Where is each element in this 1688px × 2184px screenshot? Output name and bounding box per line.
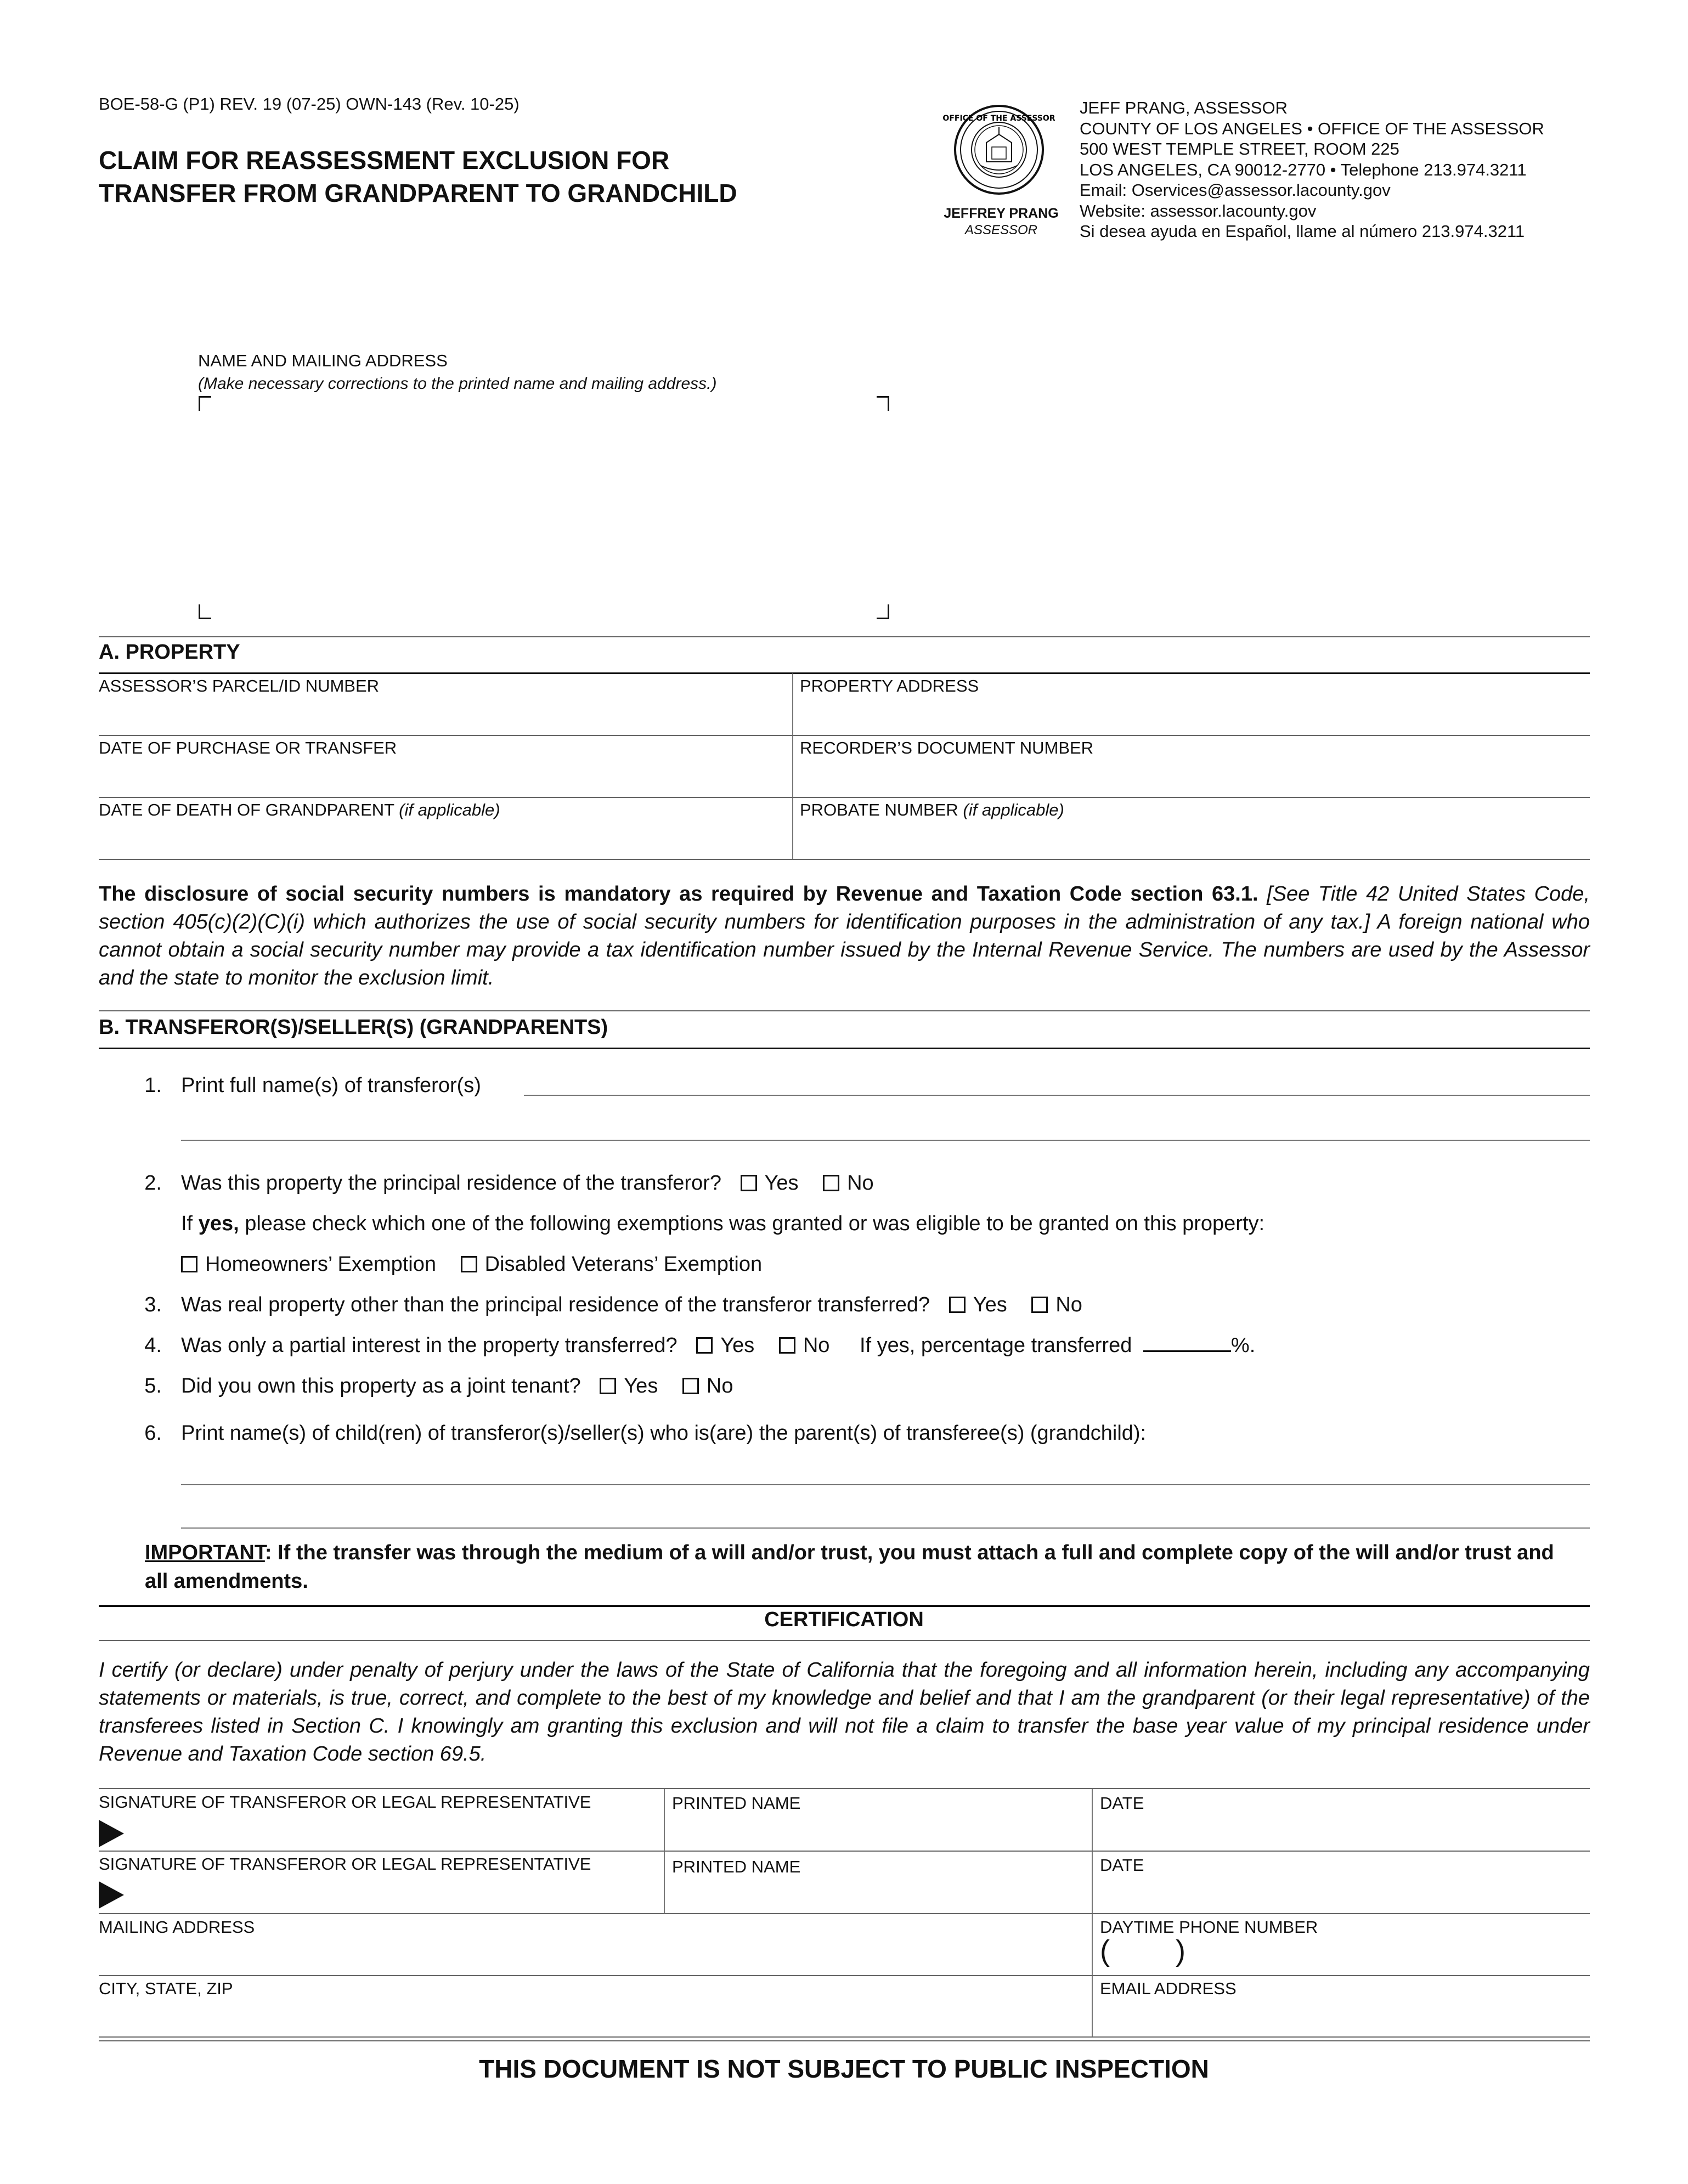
divider: [99, 1048, 1590, 1049]
q1-line[interactable]: [524, 1095, 1590, 1096]
date-label-2: DATE: [1100, 1855, 1144, 1875]
q2-no-checkbox[interactable]: [823, 1175, 839, 1191]
email-label: EMAIL ADDRESS: [1100, 1979, 1237, 1998]
property-address-label: PROPERTY ADDRESS: [800, 676, 979, 695]
ssn-disclosure: [99, 880, 1590, 992]
q1-label: Print full name(s) of transferor(s): [181, 1074, 481, 1097]
crop-mark: [877, 604, 889, 619]
mailing-title: NAME AND MAILING ADDRESS: [198, 351, 448, 370]
divider: [99, 1851, 1590, 1852]
q4-row: [181, 1334, 1255, 1357]
q3-row: [181, 1293, 1082, 1317]
mailing-address-field[interactable]: [99, 1939, 1086, 1972]
important-note: [145, 1538, 1571, 1595]
q4-percent-field[interactable]: [1143, 1334, 1231, 1352]
no-label: No: [1055, 1293, 1082, 1316]
q2-followup-rest: please check which one of the following exemptions was granted or was eligible to be granted on this property:: [245, 1212, 1265, 1235]
q4-no-checkbox[interactable]: [779, 1337, 795, 1354]
yes-label: Yes: [720, 1334, 755, 1357]
yes-label: Yes: [973, 1293, 1007, 1316]
assessor-line: COUNTY OF LOS ANGELES • OFFICE OF THE ASSESSOR: [1080, 118, 1544, 138]
divider: [99, 1640, 1590, 1641]
signature-label-1: SIGNATURE OF TRANSFEROR OR LEGAL REPRESENTATIVE: [99, 1792, 591, 1812]
section-a-heading: A. PROPERTY: [99, 641, 240, 664]
crop-mark: [199, 604, 211, 619]
veterans-checkbox[interactable]: [461, 1256, 477, 1272]
q2-number: 2.: [144, 1172, 162, 1195]
purchase-date-label: DATE OF PURCHASE OR TRANSFER: [99, 738, 397, 757]
q4-percent-label: If yes, percentage transferred: [859, 1334, 1132, 1357]
homeowners-checkbox[interactable]: [181, 1256, 197, 1272]
column-divider: [792, 674, 793, 859]
disclosure-bold: The disclosure of social security numbers is mandatory as required by Revenue and Taxation Code section 63.1.: [99, 882, 1258, 906]
q5-row: [181, 1374, 733, 1398]
no-label: No: [706, 1374, 733, 1397]
q4-label: Was only a partial interest in the property transferred?: [181, 1334, 678, 1357]
q3-yes-checkbox[interactable]: [949, 1297, 966, 1313]
mailing-address-area[interactable]: [210, 409, 877, 604]
email-field[interactable]: [1100, 2001, 1585, 2034]
parcel-label: ASSESSOR’S PARCEL/ID NUMBER: [99, 676, 380, 695]
divider: [99, 1913, 1590, 1914]
no-label: No: [803, 1334, 830, 1357]
q4-number: 4.: [144, 1334, 162, 1357]
assessor-line: LOS ANGELES, CA 90012-2770 • Telephone 213.974.3211: [1080, 160, 1527, 179]
recorder-doc-label: RECORDER’S DOCUMENT NUMBER: [800, 738, 1094, 757]
important-text: : If the transfer was through the medium of a will and/or trust, you must attach a full and complete copy of the will and/or trust and all amendments.: [145, 1541, 1554, 1593]
q5-no-checkbox[interactable]: [682, 1378, 699, 1394]
q2-label: Was this property the principal residence of the transferor?: [181, 1172, 721, 1195]
q6-line-2[interactable]: [181, 1527, 1590, 1529]
assessor-line: 500 WEST TEMPLE STREET, ROOM 225: [1080, 139, 1399, 159]
parcel-field[interactable]: [99, 698, 784, 734]
assessor-line: JEFF PRANG, ASSESSOR: [1080, 98, 1288, 117]
date-field-2[interactable]: [1100, 1877, 1585, 1910]
signature-label-2: SIGNATURE OF TRANSFEROR OR LEGAL REPRESENTATIVE: [99, 1854, 591, 1874]
divider: [99, 1605, 1590, 1607]
date-field-1[interactable]: [1100, 1815, 1585, 1848]
yes-label: Yes: [624, 1374, 658, 1397]
assessor-seal-icon: [942, 104, 1055, 195]
divider: [99, 2036, 1590, 2041]
divider: [99, 735, 1590, 736]
sign-here-arrow-icon: [99, 1881, 124, 1909]
divider: [99, 1975, 1590, 1976]
death-date-label: [99, 800, 500, 820]
footer-notice: THIS DOCUMENT IS NOT SUBJECT TO PUBLIC INSPECTION: [479, 2055, 1209, 2083]
form-title-line2: TRANSFER FROM GRANDPARENT TO GRANDCHILD: [99, 179, 737, 207]
seal-name: JEFFREY PRANG: [944, 206, 1059, 221]
seal-role: ASSESSOR: [964, 223, 1038, 237]
probate-field[interactable]: [800, 822, 1584, 858]
assessor-line: Website: assessor.lacounty.gov: [1080, 201, 1317, 220]
recorder-doc-field[interactable]: [800, 760, 1584, 796]
sign-here-arrow-icon: [99, 1820, 124, 1847]
assessor-line: Email: Oservices@assessor.lacounty.gov: [1080, 180, 1391, 200]
homeowners-label: Homeowners’ Exemption: [205, 1253, 436, 1276]
q2-followup: [181, 1212, 1264, 1236]
printed-name-label-1: PRINTED NAME: [672, 1793, 801, 1813]
city-state-zip-field[interactable]: [99, 2001, 1086, 2034]
signature-field-2[interactable]: [132, 1877, 658, 1910]
exemption-row: [177, 1253, 762, 1276]
phone-area-code[interactable]: ( ): [1100, 1934, 1185, 1967]
q1-line-2[interactable]: [181, 1140, 1590, 1141]
q6-label: Print name(s) of child(ren) of transferor(s)/seller(s) who is(are) the parent(s) of transferee(s) (grandchild):: [181, 1422, 1147, 1445]
q3-number: 3.: [144, 1293, 162, 1316]
disclosure-italic: [See Title 42 United States Code, section 405(c)(2)(C)(i) which authorizes the use of social security numbers for identification purposes in the administration of any tax.] A foreign national who cannot obtain a social security number may provide a tax identification number issued by the Internal Revenue Service. The numbers are used by the Assessor and the state to monitor the exclusion limit.: [99, 882, 1590, 989]
assessor-contact: [1080, 98, 1544, 242]
certification-text: I certify (or declare) under penalty of perjury under the laws of the State of California that the foregoing and all information herein, including any accompanying statements or materials, is true, correct, and complete to the best of my knowledge and belief and that I am the grandparent (or their legal representative) of the transferees listed in Section C. I knowingly am granting this exclusion and will not file a claim to transfer the base year value of my principal residence under Revenue and Taxation Code section 69.5.: [99, 1659, 1590, 1766]
divider: [99, 1788, 1590, 1789]
printed-name-label-2: PRINTED NAME: [672, 1857, 801, 1876]
crop-mark: [877, 396, 889, 411]
probate-text: PROBATE NUMBER: [800, 800, 958, 819]
yes-label: Yes: [764, 1172, 799, 1195]
divider: [99, 672, 1590, 674]
q3-no-checkbox[interactable]: [1031, 1297, 1048, 1313]
assessor-line: Si desea ayuda en Español, llame al número 213.974.3211: [1080, 222, 1525, 241]
q2-yes-checkbox[interactable]: [741, 1175, 757, 1191]
q2-followup-bold: yes,: [198, 1212, 239, 1235]
printed-name-field-1[interactable]: [672, 1815, 1086, 1848]
city-state-zip-label: CITY, STATE, ZIP: [99, 1979, 233, 1998]
divider: [99, 636, 1590, 637]
q6-number: 6.: [144, 1422, 162, 1445]
phone-label: DAYTIME PHONE NUMBER: [1100, 1917, 1318, 1937]
divider: [99, 1010, 1590, 1011]
divider: [99, 797, 1590, 798]
date-label-1: DATE: [1100, 1793, 1144, 1813]
q5-label: Did you own this property as a joint tenant?: [181, 1374, 581, 1397]
form-title: [99, 144, 737, 210]
form-title-line1: CLAIM FOR REASSESSMENT EXCLUSION FOR: [99, 146, 670, 174]
divider: [99, 859, 1590, 860]
section-b-heading: B. TRANSFEROR(S)/SELLER(S) (GRANDPARENTS): [99, 1016, 608, 1039]
mailing-address-label: MAILING ADDRESS: [99, 1917, 255, 1937]
mailing-subtitle: (Make necessary corrections to the printed name and mailing address.): [198, 375, 717, 393]
purchase-date-field[interactable]: [99, 760, 784, 796]
q5-yes-checkbox[interactable]: [600, 1378, 616, 1394]
printed-name-field-2[interactable]: [672, 1877, 1086, 1910]
veterans-label: Disabled Veterans’ Exemption: [484, 1253, 763, 1276]
seal-text: OFFICE OF THE ASSESSOR: [942, 114, 1055, 123]
no-label: No: [847, 1172, 874, 1195]
probate-label: [800, 800, 1064, 820]
q6-line[interactable]: [181, 1484, 1590, 1485]
q1-number: 1.: [144, 1074, 162, 1097]
signature-field-1[interactable]: [132, 1815, 658, 1848]
if-applicable-note: (if applicable): [963, 800, 1064, 819]
q4-percent-suffix: %.: [1230, 1334, 1256, 1357]
q2-row: [181, 1172, 874, 1195]
q5-number: 5.: [144, 1374, 162, 1397]
q2-followup-prefix: If: [181, 1212, 193, 1235]
q4-yes-checkbox[interactable]: [696, 1337, 713, 1354]
important-label: IMPORTANT: [145, 1541, 265, 1564]
certification-title: CERTIFICATION: [764, 1608, 924, 1631]
property-address-field[interactable]: [800, 698, 1584, 734]
death-date-text: DATE OF DEATH OF GRANDPARENT: [99, 800, 394, 819]
if-applicable-note: (if applicable): [399, 800, 500, 819]
form-id: BOE-58-G (P1) REV. 19 (07-25) OWN-143 (Rev. 10-25): [99, 94, 520, 114]
death-date-field[interactable]: [99, 822, 784, 858]
q3-label: Was real property other than the principal residence of the transferor transferred?: [181, 1293, 930, 1316]
